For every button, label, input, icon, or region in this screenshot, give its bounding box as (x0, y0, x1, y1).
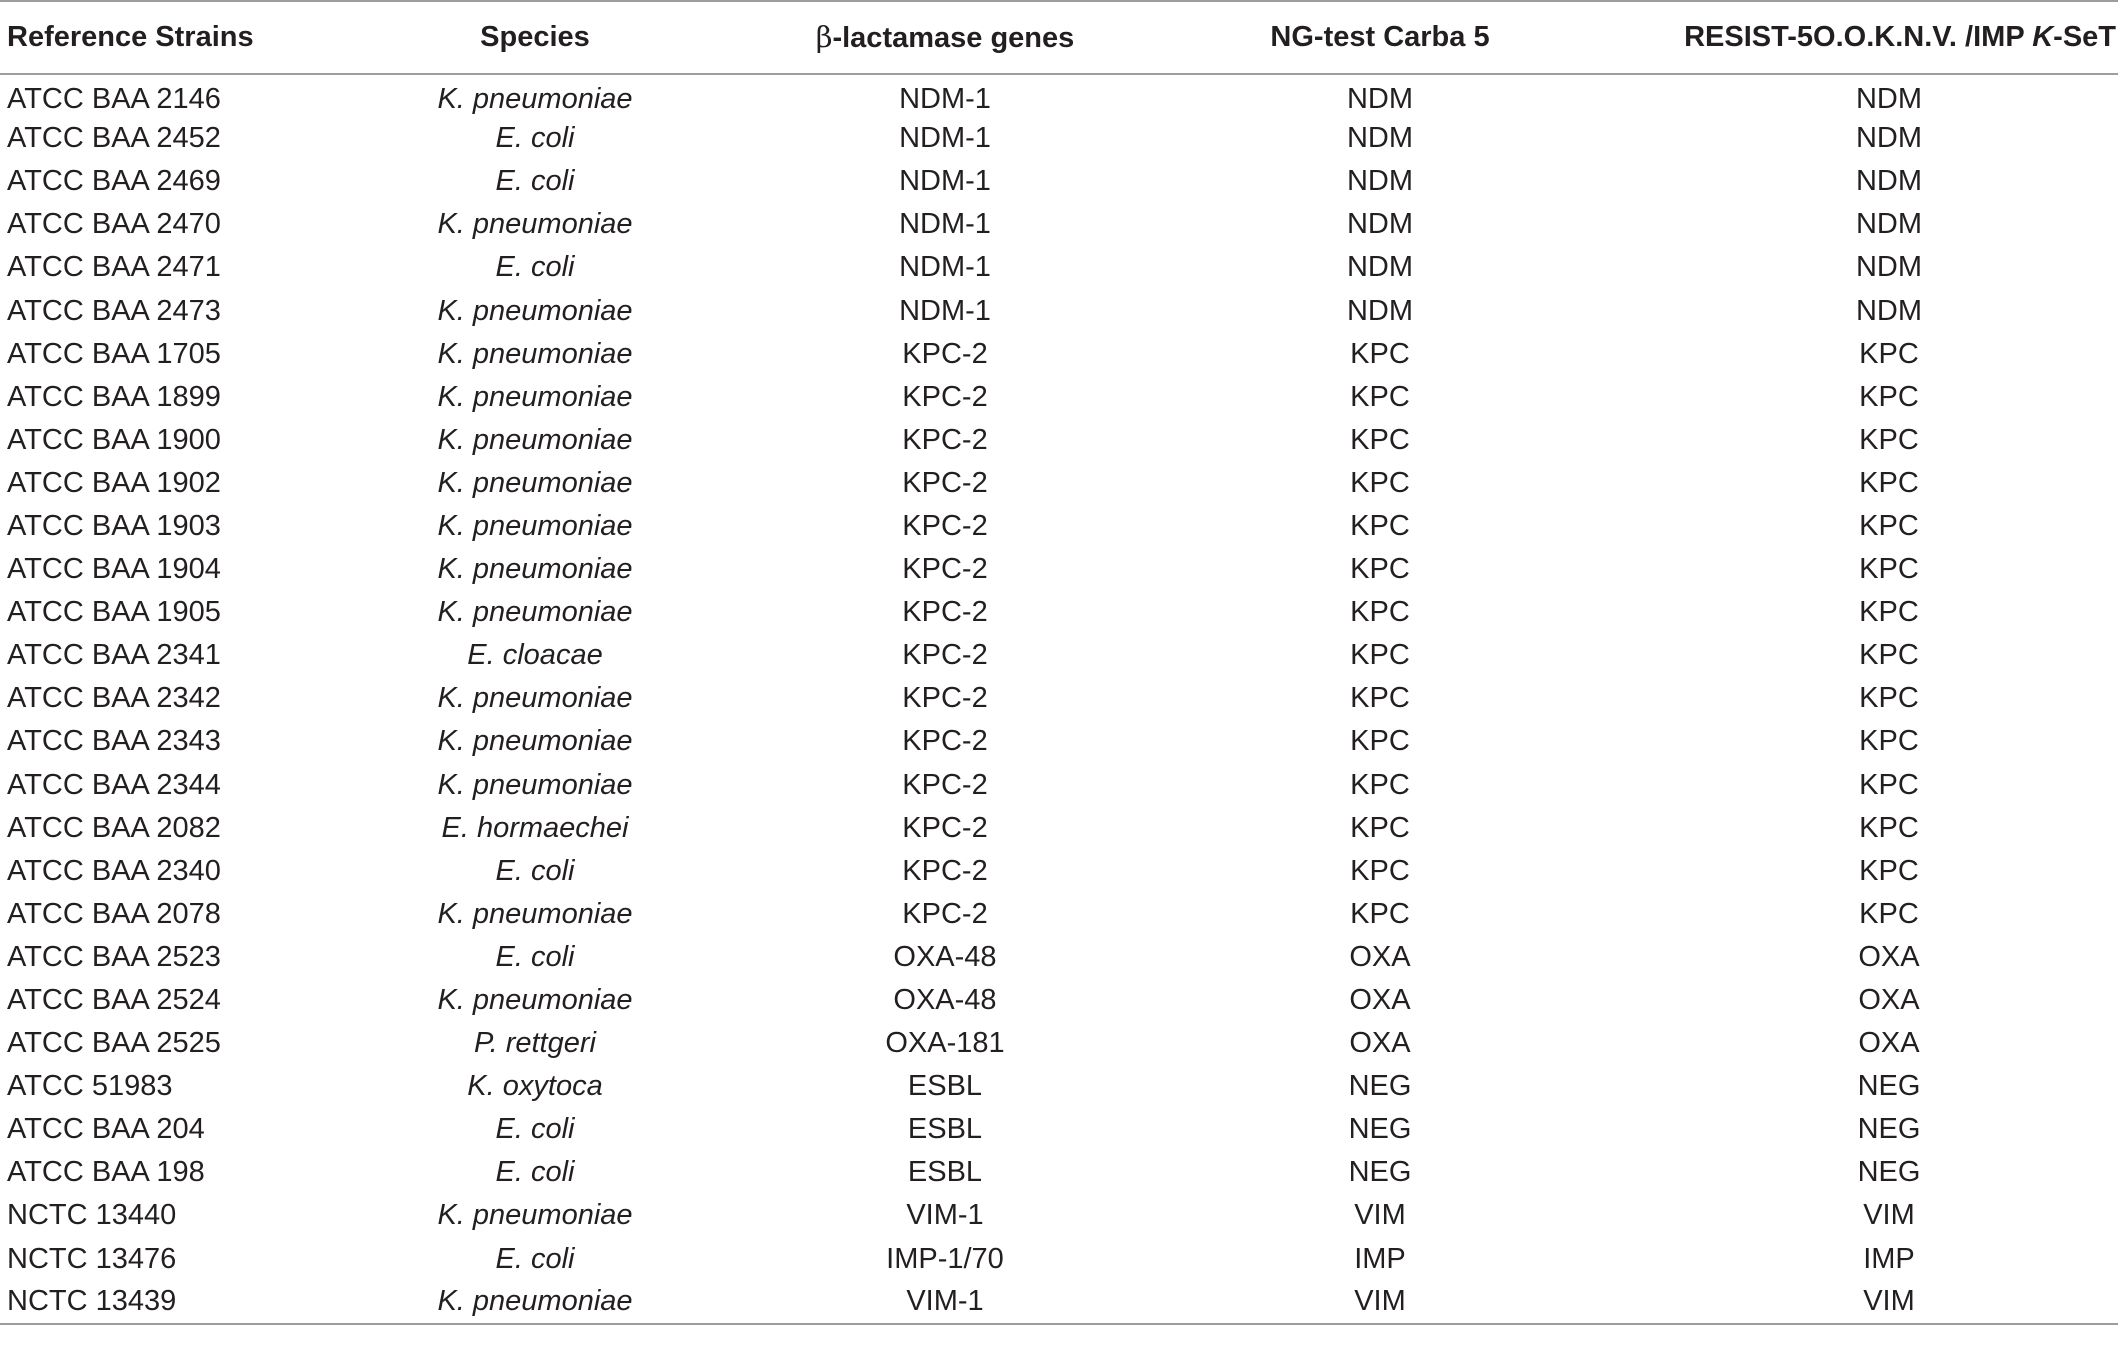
gene-cell: ESBL (907, 1070, 983, 1103)
gene-cell: KPC-2 (902, 639, 988, 672)
resist-result-cell: NDM (1855, 82, 1923, 115)
resist-result-cell: VIM (1580, 1281, 2118, 1324)
species-cell: K. pneumoniae (437, 82, 633, 115)
species-cell: P. rettgeri (474, 1027, 596, 1060)
table-row (0, 1194, 2118, 1237)
species-cell: K. pneumoniae (437, 294, 633, 327)
table-row (0, 1238, 2118, 1281)
gene-cell: KPC-2 (902, 337, 988, 370)
ng-test-result-cell: NDM (1346, 122, 1414, 155)
ng-test-result-cell: NEG (1348, 1113, 1412, 1146)
gene-cell: IMP-1/70 (886, 1242, 1004, 1275)
table-row (0, 246, 2118, 289)
gene-cell: OXA-48 (893, 940, 997, 973)
species-cell: K. pneumoniae (437, 423, 633, 456)
strain-cell: ATCC BAA 2452 (7, 122, 221, 155)
strain-cell: ATCC BAA 2146 (7, 82, 221, 115)
species-cell: E. coli (495, 251, 575, 284)
strain-cell: ATCC BAA 1903 (7, 509, 221, 542)
gene-cell: KPC-2 (902, 509, 988, 542)
species-cell: K. pneumoniae (437, 380, 633, 413)
strain-cell: ATCC BAA 2469 (7, 165, 221, 198)
strain-cell: ATCC BAA 2344 (7, 768, 221, 801)
species-cell: K. pneumoniae (437, 984, 633, 1017)
resist-result-cell: VIM (1863, 1199, 1915, 1232)
table-row (0, 1151, 2118, 1194)
table-row (0, 1065, 2118, 1108)
gene-cell: VIM-1 (710, 1281, 1180, 1324)
species-cell: K. pneumoniae (437, 509, 633, 542)
species-cell: E. coli (495, 940, 575, 973)
strain-cell: ATCC BAA 198 (7, 1156, 205, 1189)
table-row (0, 333, 2118, 376)
header-resist-prefix: RESIST-5O.O.K.N.V. /IMP (1684, 21, 2033, 53)
ng-test-result-cell: KPC (1350, 897, 1410, 930)
ng-test-result-cell: KPC (1350, 380, 1410, 413)
gene-cell: KPC-2 (902, 854, 988, 887)
table-row (0, 548, 2118, 591)
gene-cell: VIM-1 (906, 1199, 984, 1232)
ng-test-result-cell: KPC (1350, 854, 1410, 887)
resist-result-cell: KPC (1859, 466, 1919, 499)
ng-test-result-cell: OXA (1349, 984, 1411, 1017)
species-cell: K. pneumoniae (437, 208, 633, 241)
header-row (0, 1, 2118, 74)
table-row (0, 634, 2118, 677)
gene-cell: ESBL (907, 1113, 983, 1146)
table-row (0, 893, 2118, 936)
table-row (0, 677, 2118, 720)
ng-test-result-cell: NDM (1346, 294, 1414, 327)
resist-result-cell: NDM (1855, 122, 1923, 155)
strain-cell: ATCC BAA 1905 (7, 596, 221, 629)
gene-cell: NDM-1 (899, 251, 991, 284)
strain-cell: ATCC 51983 (7, 1070, 173, 1103)
resist-result-cell: NDM (1855, 294, 1923, 327)
species-cell: E. hormaechei (441, 811, 629, 844)
table-row (0, 807, 2118, 850)
header-ng-test-carba-5: NG-test Carba 5 (1180, 1, 1580, 74)
gene-cell: NDM-1 (899, 165, 991, 198)
species-cell: E. coli (495, 165, 575, 198)
table-row (0, 505, 2118, 548)
table-row (0, 591, 2118, 634)
strain-cell: ATCC BAA 1899 (7, 380, 221, 413)
species-cell: K. pneumoniae (437, 553, 633, 586)
strain-cell: NCTC 13440 (7, 1199, 177, 1232)
table-row (0, 419, 2118, 462)
resist-result-cell: KPC (1859, 725, 1919, 758)
strain-cell: ATCC BAA 2523 (7, 940, 221, 973)
table-row (0, 979, 2118, 1022)
ng-test-result-cell: NEG (1348, 1070, 1412, 1103)
strain-cell: ATCC BAA 1902 (7, 466, 221, 499)
ng-test-result-cell: KPC (1350, 639, 1410, 672)
resist-result-cell: NDM (1855, 251, 1923, 284)
header-resist-italic: K (2032, 21, 2054, 53)
ng-test-result-cell: KPC (1350, 596, 1410, 629)
resist-result-cell: KPC (1859, 337, 1919, 370)
resist-result-cell: KPC (1859, 596, 1919, 629)
ng-test-result-cell: KPC (1350, 768, 1410, 801)
species-cell: K. oxytoca (467, 1070, 603, 1103)
resist-result-cell: NDM (1855, 208, 1923, 241)
resist-result-cell: IMP (1863, 1242, 1915, 1275)
table-header (0, 1, 2118, 74)
strain-cell: ATCC BAA 2471 (7, 251, 221, 284)
species-cell: K. pneumoniae (437, 337, 633, 370)
ng-test-result-cell: NDM (1346, 251, 1414, 284)
species-cell: K. pneumoniae (360, 1281, 710, 1324)
header-resist-5 (1580, 1, 2118, 74)
table-body (0, 74, 2118, 1324)
strain-cell: ATCC BAA 1904 (7, 553, 221, 586)
ng-test-result-cell: KPC (1350, 466, 1410, 499)
table-row (0, 376, 2118, 419)
gene-cell: KPC-2 (902, 380, 988, 413)
gene-cell: NDM-1 (899, 208, 991, 241)
strain-cell: ATCC BAA 2343 (7, 725, 221, 758)
strain-cell: ATCC BAA 2473 (7, 294, 221, 327)
table-row (0, 117, 2118, 160)
ng-test-result-cell: KPC (1350, 811, 1410, 844)
gene-cell: KPC-2 (902, 768, 988, 801)
resist-result-cell: NDM (1855, 165, 1923, 198)
table-row (0, 462, 2118, 505)
resist-result-cell: KPC (1859, 380, 1919, 413)
header-beta-lactamase-genes (710, 1, 1180, 74)
species-cell: E. coli (495, 854, 575, 887)
strain-cell: ATCC BAA 1900 (7, 423, 221, 456)
strain-cell: ATCC BAA 2525 (7, 1027, 221, 1060)
ng-test-result-cell: KPC (1350, 337, 1410, 370)
table-row (0, 1022, 2118, 1065)
gene-cell: KPC-2 (902, 811, 988, 844)
strain-cell: ATCC BAA 2340 (7, 854, 221, 887)
resist-result-cell: KPC (1859, 897, 1919, 930)
resist-result-cell: KPC (1859, 553, 1919, 586)
ng-test-result-cell: NDM (1346, 82, 1414, 115)
ng-test-result-cell: NEG (1348, 1156, 1412, 1189)
strain-cell: NCTC 13476 (7, 1242, 177, 1275)
resist-result-cell: NEG (1857, 1113, 1921, 1146)
species-cell: E. coli (495, 1242, 575, 1275)
gene-cell: KPC-2 (902, 725, 988, 758)
ng-test-result-cell: KPC (1350, 509, 1410, 542)
table-row (0, 160, 2118, 203)
strain-cell: ATCC BAA 2470 (7, 208, 221, 241)
gene-cell: OXA-181 (885, 1027, 1005, 1060)
species-cell: E. coli (495, 1156, 575, 1189)
gene-cell: KPC-2 (902, 596, 988, 629)
table-row (0, 720, 2118, 763)
species-cell: E. cloacae (467, 639, 603, 672)
strain-cell: ATCC BAA 204 (7, 1113, 205, 1146)
species-cell: K. pneumoniae (437, 725, 633, 758)
ng-test-result-cell: KPC (1350, 725, 1410, 758)
header-species: Species (360, 1, 710, 74)
species-cell: E. coli (495, 1113, 575, 1146)
ng-test-result-cell: KPC (1350, 423, 1410, 456)
resist-result-cell: NEG (1857, 1156, 1921, 1189)
strain-cell: ATCC BAA 2342 (7, 682, 221, 715)
gene-cell: NDM-1 (899, 82, 991, 115)
strain-cell: ATCC BAA 2341 (7, 639, 221, 672)
resist-result-cell: KPC (1859, 768, 1919, 801)
resist-result-cell: OXA (1858, 940, 1920, 973)
table-row (0, 936, 2118, 979)
ng-test-result-cell: IMP (1354, 1242, 1406, 1275)
resist-result-cell: NEG (1857, 1070, 1921, 1103)
species-cell: K. pneumoniae (437, 596, 633, 629)
table-row (0, 764, 2118, 807)
gene-cell: KPC-2 (902, 423, 988, 456)
header-reference-strains: Reference Strains (0, 1, 360, 74)
table-row (0, 1108, 2118, 1151)
gene-cell: KPC-2 (902, 553, 988, 586)
table-row (0, 289, 2118, 332)
beta-symbol: β (815, 20, 833, 54)
table-row (0, 74, 2118, 117)
header-genes-text: -lactamase genes (832, 22, 1075, 54)
resist-result-cell: KPC (1859, 854, 1919, 887)
ng-test-result-cell: NDM (1346, 208, 1414, 241)
table-row (0, 1281, 2118, 1324)
gene-cell: OXA-48 (893, 984, 997, 1017)
table-row (0, 850, 2118, 893)
resist-result-cell: KPC (1859, 682, 1919, 715)
gene-cell: KPC-2 (902, 682, 988, 715)
ng-test-result-cell: OXA (1349, 940, 1411, 973)
gene-cell: NDM-1 (899, 294, 991, 327)
species-cell: K. pneumoniae (437, 466, 633, 499)
ng-test-result-cell: OXA (1349, 1027, 1411, 1060)
strain-cell: ATCC BAA 2082 (7, 811, 221, 844)
strain-cell: ATCC BAA 2524 (7, 984, 221, 1017)
gene-cell: ESBL (907, 1156, 983, 1189)
gene-cell: KPC-2 (902, 466, 988, 499)
resist-result-cell: KPC (1859, 423, 1919, 456)
strain-cell: ATCC BAA 2078 (7, 897, 221, 930)
table-row (0, 203, 2118, 246)
resist-result-cell: KPC (1859, 639, 1919, 672)
gene-cell: NDM-1 (899, 122, 991, 155)
species-cell: K. pneumoniae (437, 682, 633, 715)
species-cell: K. pneumoniae (437, 1199, 633, 1232)
strain-cell: NCTC 13439 (0, 1281, 360, 1324)
ng-test-result-cell: VIM (1180, 1281, 1580, 1324)
ng-test-result-cell: NDM (1346, 165, 1414, 198)
ng-test-result-cell: KPC (1350, 553, 1410, 586)
ng-test-result-cell: VIM (1354, 1199, 1406, 1232)
species-cell: E. coli (495, 122, 575, 155)
species-cell: K. pneumoniae (437, 768, 633, 801)
resist-result-cell: KPC (1859, 811, 1919, 844)
species-cell: K. pneumoniae (437, 897, 633, 930)
strain-cell: ATCC BAA 1705 (7, 337, 221, 370)
resist-result-cell: KPC (1859, 509, 1919, 542)
resist-result-cell: OXA (1858, 984, 1920, 1017)
gene-cell: KPC-2 (902, 897, 988, 930)
header-resist-suffix: -SeT (2053, 21, 2116, 53)
resist-result-cell: OXA (1858, 1027, 1920, 1060)
ng-test-result-cell: KPC (1350, 682, 1410, 715)
